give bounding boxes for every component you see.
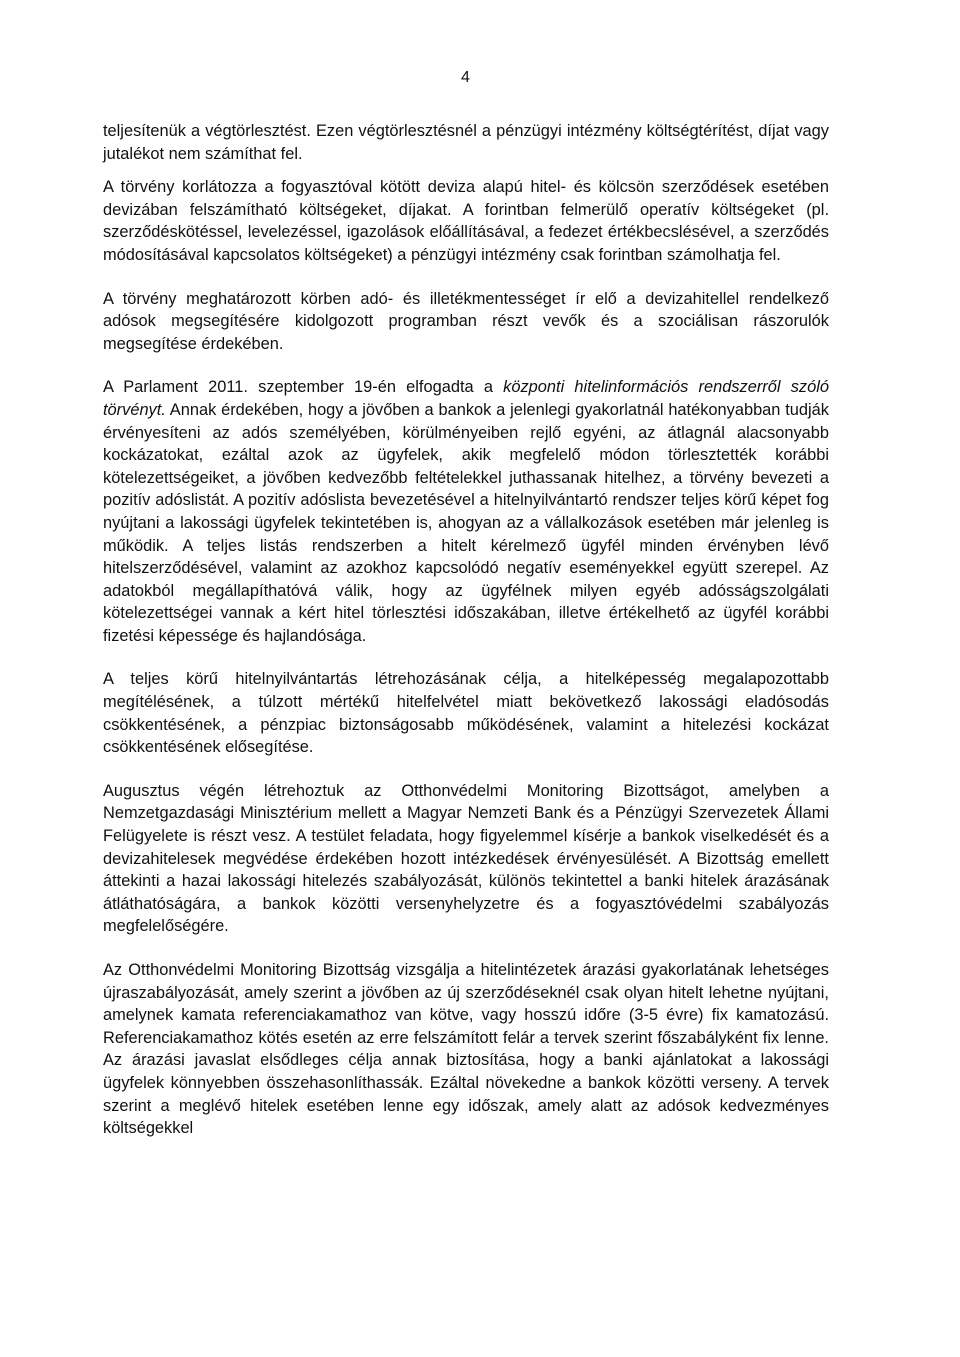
document-body <box>103 120 829 1140</box>
paragraph-tax-exemption: A törvény meghatározott körben adó- és illetékmentességet ír elő a devizahitellel rendelkező adósok megsegítésére kidolgozott programban részt vevők és a szociálisan rászorulók megsegítése érdekében. <box>103 289 829 353</box>
paragraph-credit-registry-intro: A Parlament 2011. szeptember 19-én elfogadta a <box>103 378 504 397</box>
paragraph-pricing-regulation: Az Otthonvédelmi Monitoring Bizottság vizsgálja a hitelintézetek árazási gyakorlatának lehetséges újraszabályozását, amely szerint a jövőben az új szerződéseknél csak olyan hitelt lehetne nyújtani, amelynek kamata referenciakamathoz van kötve, vagy hosszú időre (3-5 évre) fix kamatozású. Referenciakamathoz kötés esetén az erre felszámított felár a tervek szerint főszabályként fix lenne. Az árazási javaslat elsődleges célja annak biztosítása, hogy a banki ajánlatokat a lakossági ügyfelek könnyebben összehasonlíthassák. Ezáltal növekedne a bankok közötti verseny. A tervek szerint a meglévő hitelek esetében lenne egy időszak, amely alatt az adósok kedvezményes költségekkel <box>103 961 829 1138</box>
page-number: 4 <box>461 69 470 86</box>
paragraph-credit-registry-body: Annak érdekében, hogy a jövőben a bankok a jelenlegi gyakorlatnál hatékonyabban tudják érvényesíteni az adós személyében, körülményeiben rejlő egyéni, az átlagnál alacsonyabb kockázatokat, ezáltal azok az ügyfelek, akik megfelelő módon törlesztették korábbi kötelezettségeiket, a jövőben kedvezőbb feltételekkel juthassanak hitelhez, a törvény bevezeti a pozitív adóslistát. A pozitív adóslista bevezetésével a hitelnyilvántartó rendszer teljes körű képet fog nyújtani a lakossági ügyfelek tekintetében is, ahogyan az a vállalkozások esetében már jelenleg is működik. A teljes listás rendszerben a hitelt kérelmező ügyfél minden érvényben lévő hitelszerződésével, valamint az azokhoz kapcsolódó negatív eseményekkel együtt szerepel. Az adatokból megállapíthatóvá válik, hogy az ügyfélnek milyen egyéb adósságszolgálati kötelezettségei vannak a kért hitel törlesztési időszakában, illetve értékelhető az ügyfél korábbi fizetési képessége és hajlandósága. <box>103 400 829 645</box>
paragraph-registry-goal: A teljes körű hitelnyilvántartás létrehozásának célja, a hitelképesség megalapozottabb megítélésének, a túlzott mértékű hitelfelvétel miatt bekövetkező lakossági eladósodás csökkentésének, a pénzpiac biztonságosabb működésének, valamint a hitelezési kockázat csökkentésének elősegítése. <box>103 670 829 757</box>
law-title-italic: központi hitelinformációs rendszerről szóló törvényt. <box>103 378 829 419</box>
paragraph-final-repayment: teljesítenük a végtörlesztést. Ezen végtörlesztésnél a pénzügyi intézmény költségtérítést, díjat vagy jutalékot nem számíthat fel. <box>103 122 829 163</box>
paragraph-credit-registry-law <box>103 376 829 647</box>
paragraph-cost-limits: A törvény korlátozza a fogyasztóval kötött deviza alapú hitel- és kölcsön szerződések esetében devizában felszámítható költségeket, díjakat. A forintban felmerülő operatív költségeket (pl. szerződéskötéssel, levelezéssel, igazolások előállításával, a fedezet értékbecslésével, a szerződés módosításával kapcsolatos költségeket) a pénzügyi intézmény csak forintban számolhatja fel. <box>103 178 829 264</box>
paragraph-monitoring-committee: Augusztus végén létrehoztuk az Otthonvédelmi Monitoring Bizottságot, amelyben a Nemzetgazdasági Minisztérium mellett a Magyar Nemzeti Bank és a Pénzügyi Szervezetek Állami Felügyelete is részt vesz. A testület feladata, hogy figyelemmel kísérje a bankok viselkedését és a devizahitelesek megvédése érdekében hozott intézkedések érvényesülését. A Bizottság emellett áttekinti a hazai lakossági hitelezés szabályozását, különös tekintettel a banki hitelek árazásának átláthatóságára, a bankok közötti versenyhelyzetre és a fogyasztóvédelmi szabályozás megfelelőségére. <box>103 781 829 936</box>
